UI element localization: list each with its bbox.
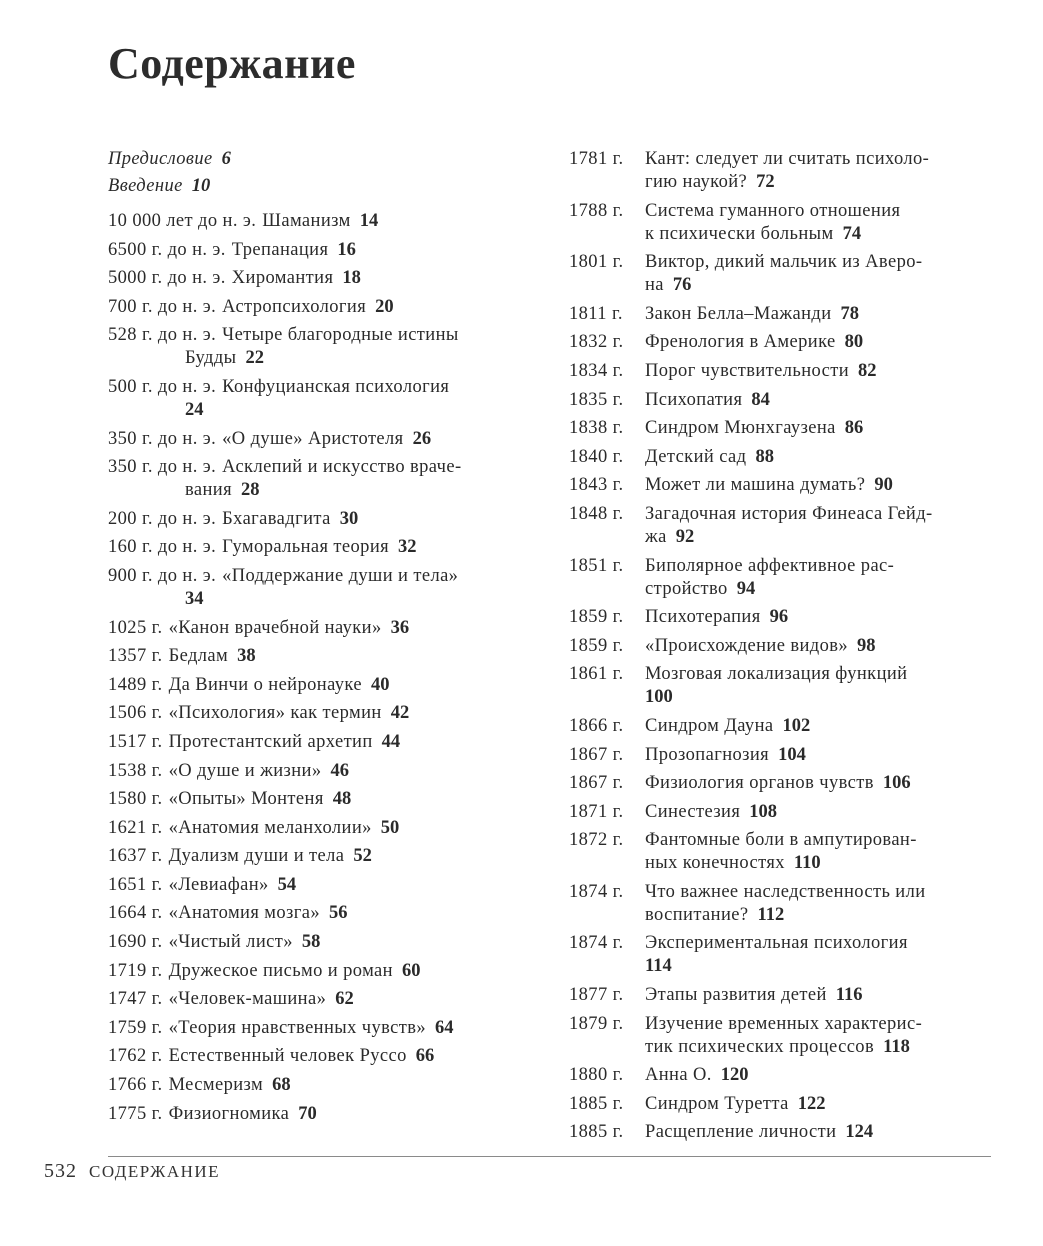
toc-page-number: 54	[277, 874, 297, 895]
toc-entry-title: Синестезия	[645, 801, 741, 822]
toc-entry-date: 1843 г.	[569, 475, 624, 496]
toc-page-number: 48	[332, 789, 352, 810]
toc-entry	[569, 474, 989, 497]
toc-entry-title-continued	[108, 479, 548, 502]
toc-entry-title: Фантомные боли в ампутирован-	[645, 830, 917, 851]
toc-entry-date: 1871 г.	[569, 801, 624, 822]
toc-entry-date: 1859 г.	[569, 607, 624, 628]
toc-entry	[108, 508, 548, 531]
toc-entry	[108, 702, 548, 725]
toc-entry	[569, 200, 989, 246]
toc-entry-date: 1872 г.	[569, 830, 624, 851]
toc-entry-title: «Канон врачебной науки»	[168, 617, 382, 638]
toc-entry-date: 1766 г.	[108, 1075, 163, 1096]
toc-page-number: 80	[844, 332, 864, 353]
toc-page-number: 6	[221, 149, 231, 169]
toc-page-number: 34	[185, 588, 204, 609]
toc-entry	[108, 617, 548, 640]
toc-entry-title: «Происхождение видов»	[645, 635, 849, 656]
toc-entry	[569, 606, 989, 629]
toc-page-number: 20	[375, 296, 394, 317]
toc-entry-date: 1690 г.	[108, 932, 163, 953]
toc-page-number: 10	[191, 176, 211, 196]
toc-entry	[108, 456, 548, 502]
toc-entry-date: 1506 г.	[108, 703, 163, 724]
toc-entry-date: 1832 г.	[569, 332, 624, 353]
toc-entry	[108, 1074, 548, 1097]
toc-page-number: 92	[675, 526, 695, 547]
toc-page-number: 44	[381, 731, 401, 752]
toc-entry-date: 1866 г.	[569, 715, 624, 736]
toc-entry-title: Синдром Мюнхгаузена	[645, 418, 836, 439]
toc-entry-title: Биполярное аффективное рас-	[645, 555, 895, 576]
toc-entry-title: Кант: следует ли считать психоло-	[645, 149, 930, 169]
toc-left-column	[108, 148, 548, 1131]
toc-page-number: 56	[329, 903, 348, 924]
toc-entry-date: 1719 г.	[108, 960, 163, 981]
toc-entry	[569, 663, 989, 709]
toc-entry-title: Введение	[108, 176, 183, 196]
toc-entry	[569, 503, 989, 549]
toc-entry-date: 528 г. до н. э.	[108, 325, 217, 346]
toc-entry	[569, 984, 989, 1007]
toc-page-number: 42	[390, 703, 410, 724]
toc-entry	[569, 1093, 989, 1116]
toc-entry	[108, 376, 548, 422]
toc-entry-title: Синдром Туретта	[645, 1093, 789, 1114]
toc-page-number: 70	[298, 1103, 317, 1124]
toc-page-number: 114	[645, 956, 672, 977]
toc-entry-date: 1834 г.	[569, 360, 624, 381]
toc-entry	[569, 881, 989, 927]
toc-entry-date: 1775 г.	[108, 1103, 163, 1124]
footer-page-number: 532	[44, 1160, 77, 1182]
toc-entry-date: 1859 г.	[569, 635, 624, 656]
toc-entry-date: 1637 г.	[108, 846, 163, 867]
toc-front-matter-item	[108, 148, 548, 171]
toc-entry-title: «Анатомия мозга»	[168, 903, 320, 924]
toc-entry-date: 1538 г.	[108, 760, 163, 781]
toc-entry	[569, 303, 989, 326]
toc-page-number: 108	[749, 801, 778, 822]
toc-entry	[108, 817, 548, 840]
toc-page-number: 76	[672, 275, 692, 296]
toc-entry-title: Прозопагнозия	[645, 744, 770, 765]
toc-entry	[569, 389, 989, 412]
toc-page-number: 66	[415, 1046, 435, 1067]
toc-entry-title: Что важнее наследственность или	[645, 881, 926, 902]
toc-entry-title: Дуализм души и тела	[168, 846, 345, 867]
toc-entry-title: Расщепление личности	[645, 1122, 837, 1143]
toc-entry	[108, 1103, 548, 1126]
toc-entry-title: «Чистый лист»	[168, 932, 293, 953]
toc-entry	[108, 960, 548, 983]
toc-entry	[108, 239, 548, 262]
toc-entry-title: Экспериментальная психология	[645, 933, 908, 954]
toc-page-number: 60	[401, 960, 421, 981]
toc-entry-date: 1580 г.	[108, 789, 163, 810]
toc-entry-title-line2: вания	[185, 480, 233, 501]
toc-page-number: 124	[845, 1122, 874, 1143]
toc-entry-title: Детский сад	[645, 446, 747, 467]
toc-entry-date: 1781 г.	[569, 149, 624, 169]
toc-entry-title-line2: гию наукой?	[645, 172, 748, 192]
toc-page-number: 84	[751, 389, 770, 410]
toc-entry-title: Протестантский архетип	[168, 731, 373, 752]
toc-entry-date: 10 000 лет до н. э.	[108, 211, 257, 231]
toc-entry-title: Конфуцианская психология	[222, 376, 450, 397]
toc-entry-date: 350 г. до н. э.	[108, 457, 217, 478]
toc-entry-date: 1885 г.	[569, 1093, 624, 1114]
toc-entry	[108, 874, 548, 897]
toc-page-number: 112	[757, 904, 785, 925]
toc-page-number: 18	[342, 268, 361, 289]
toc-entry-date: 1747 г.	[108, 989, 163, 1010]
toc-entry-title: Гуморальная теория	[222, 537, 390, 558]
toc-entry	[569, 331, 989, 354]
toc-entry-title: Психопатия	[645, 389, 743, 410]
toc-page-number: 72	[756, 172, 775, 192]
toc-entry	[569, 1064, 989, 1087]
toc-entry-title: Может ли машина думать?	[645, 475, 866, 496]
toc-entry	[569, 417, 989, 440]
toc-entry-title: «Человек-машина»	[168, 989, 327, 1010]
toc-entry-date: 5000 г. до н. э.	[108, 268, 226, 289]
toc-entry-date: 1879 г.	[569, 1013, 624, 1034]
toc-entry-title: Бедлам	[168, 646, 229, 667]
toc-page-number: 106	[882, 773, 911, 794]
toc-entry-title: Мозговая локализация функций	[645, 664, 908, 685]
toc-entry	[108, 845, 548, 868]
toc-right-column	[569, 148, 989, 1150]
toc-entry-title: Изучение временных характерис-	[645, 1013, 923, 1034]
toc-entry-date: 1651 г.	[108, 874, 163, 895]
toc-entry-date: 500 г. до н. э.	[108, 376, 217, 397]
toc-page-number: 50	[380, 817, 400, 838]
toc-entry-date: 1835 г.	[569, 389, 624, 410]
toc-entry-title-line2: стройство	[645, 578, 728, 599]
toc-page-number: 30	[339, 508, 359, 529]
toc-entry-title: Анна О.	[645, 1065, 712, 1086]
toc-entry-date: 1874 г.	[569, 933, 624, 954]
toc-entry	[569, 772, 989, 795]
toc-entry-date: 1840 г.	[569, 446, 624, 467]
toc-entry-date: 350 г. до н. э.	[108, 428, 217, 449]
toc-entry-title: «Поддержание души и тела»	[222, 565, 459, 586]
toc-entry	[569, 446, 989, 469]
toc-page-number: 78	[840, 303, 860, 324]
toc-entry-title-continued	[108, 347, 548, 370]
toc-entry	[108, 565, 548, 611]
toc-page-number: 110	[793, 853, 821, 874]
toc-entry-date: 1861 г.	[569, 664, 624, 685]
page-title: Содержание	[108, 39, 356, 88]
toc-entry-title: Загадочная история Финеаса Гейд-	[645, 503, 933, 524]
footer-label: СОДЕРЖАНИЕ	[89, 1162, 221, 1181]
toc-entry-date: 1664 г.	[108, 903, 163, 924]
toc-entry	[569, 148, 989, 194]
toc-page-number: 98	[857, 635, 876, 656]
toc-entry-date: 1867 г.	[569, 773, 624, 794]
toc-page-number: 82	[858, 360, 877, 381]
toc-entry	[108, 296, 548, 319]
toc-page-number: 28	[241, 480, 260, 501]
toc-entry-title: Психотерапия	[645, 607, 761, 628]
toc-entry-title: «Левиафан»	[168, 874, 269, 895]
toc-page-number: 64	[435, 1017, 454, 1038]
toc-front-matter-item	[108, 175, 548, 198]
toc-page-number: 16	[337, 239, 356, 260]
toc-page-number: 118	[883, 1036, 910, 1057]
toc-entry	[569, 360, 989, 383]
toc-entry-date: 1811 г.	[569, 303, 623, 324]
toc-entry-title: Астропсихология	[222, 296, 367, 317]
toc-entry-title: Виктор, дикий мальчик из Аверо-	[645, 252, 923, 273]
toc-entry-title: Асклепий и искусство враче-	[222, 457, 462, 478]
toc-page-number: 86	[844, 418, 864, 439]
toc-entry-title: Система гуманного отношения	[645, 200, 901, 221]
toc-entry-title-line2: Будды	[185, 348, 237, 369]
toc-entry	[569, 251, 989, 297]
toc-entry	[108, 1017, 548, 1040]
toc-page-number: 38	[237, 646, 256, 667]
toc-page-number: 96	[769, 607, 789, 628]
toc-entry-title: Да Винчи о нейронауке	[168, 674, 362, 695]
toc-page-number: 24	[185, 399, 204, 420]
toc-entry	[569, 744, 989, 767]
toc-page-number: 46	[330, 760, 350, 781]
toc-entry-date: 1838 г.	[569, 418, 624, 439]
toc-page-number: 122	[797, 1093, 826, 1114]
toc-entry-title: «Опыты» Монтеня	[168, 789, 324, 810]
toc-entry	[108, 902, 548, 925]
toc-entry	[108, 731, 548, 754]
toc-entry	[569, 1121, 989, 1144]
toc-entry-date: 1025 г.	[108, 617, 163, 638]
toc-page-number: 104	[778, 744, 806, 765]
toc-entry-title-line2: жа	[645, 526, 667, 547]
toc-entry-date: 1848 г.	[569, 503, 624, 524]
toc-entry	[108, 210, 548, 233]
toc-entry-title: «Анатомия меланхолии»	[168, 817, 372, 838]
toc-entry-date: 1874 г.	[569, 881, 624, 902]
toc-page-number: 100	[645, 687, 673, 708]
toc-entry	[108, 1045, 548, 1068]
toc-entry-date: 1877 г.	[569, 985, 624, 1006]
toc-entry-title: Физиология органов чувств	[645, 773, 874, 794]
toc-entry-title: «О душе» Аристотеля	[222, 428, 404, 449]
toc-entry-title: Трепанация	[231, 239, 329, 260]
toc-page-number: 94	[736, 578, 756, 599]
toc-entry-date: 1517 г.	[108, 731, 163, 752]
toc-entry-date: 1788 г.	[569, 200, 624, 221]
toc-page-number: 116	[835, 985, 863, 1006]
toc-entry	[569, 715, 989, 738]
toc-entry-date: 1762 г.	[108, 1046, 163, 1067]
toc-entry-title-continued	[108, 399, 548, 422]
toc-entry-date: 1621 г.	[108, 817, 163, 838]
toc-entry-date: 1357 г.	[108, 646, 163, 667]
toc-entry-title: «Теория нравственных чувств»	[168, 1017, 427, 1038]
toc-page-number: 90	[874, 475, 893, 496]
toc-entry-date: 1489 г.	[108, 674, 163, 695]
toc-entry-title-line2: тик психических процессов	[645, 1036, 875, 1057]
toc-entry-title: «О душе и жизни»	[168, 760, 322, 781]
toc-entry-date: 1759 г.	[108, 1017, 163, 1038]
toc-page-number: 26	[412, 428, 432, 449]
toc-page-number: 120	[720, 1065, 749, 1086]
toc-entry-title: Этапы развития детей	[645, 985, 827, 1006]
toc-entry-date: 160 г. до н. э.	[108, 537, 217, 558]
toc-entry-date: 700 г. до н. э.	[108, 296, 217, 317]
toc-entry-title: Четыре благородные истины	[222, 325, 459, 346]
toc-page-number: 68	[272, 1075, 291, 1096]
footer-divider	[108, 1156, 991, 1157]
toc-page-number: 62	[335, 989, 354, 1010]
toc-entry-date: 1885 г.	[569, 1122, 624, 1143]
toc-entry	[108, 324, 548, 370]
toc-entry-title: Френология в Америке	[645, 332, 836, 353]
toc-entry-title: Дружеское письмо и роман	[168, 960, 393, 981]
toc-page-number: 52	[353, 846, 372, 867]
toc-entry-title: Предисловие	[108, 149, 213, 169]
toc-entry-date: 900 г. до н. э.	[108, 565, 217, 586]
toc-page-number: 32	[398, 537, 417, 558]
toc-entry-title: Физиогномика	[168, 1103, 290, 1124]
toc-entry	[108, 536, 548, 559]
page-footer	[44, 1160, 220, 1183]
toc-entry-title: Закон Белла–Мажанди	[645, 303, 832, 324]
toc-page-number: 22	[245, 348, 265, 369]
toc-entry	[108, 931, 548, 954]
toc-entry	[569, 829, 989, 875]
toc-entry-title: Порог чувствительности	[645, 360, 850, 381]
toc-entry-title: Месмеризм	[168, 1075, 264, 1096]
toc-entry-date: 6500 г. до н. э.	[108, 239, 226, 260]
toc-entry-date: 200 г. до н. э.	[108, 508, 217, 529]
toc-entry-title: Хиромантия	[231, 268, 334, 289]
toc-entry-title: Бхагавадгита	[222, 508, 331, 529]
toc-entry	[569, 1013, 989, 1059]
toc-entry	[108, 645, 548, 668]
toc-page-number: 88	[755, 446, 774, 467]
toc-entry-date: 1851 г.	[569, 555, 624, 576]
toc-page-number: 40	[370, 674, 390, 695]
toc-page-number: 36	[390, 617, 410, 638]
toc-entry	[108, 267, 548, 290]
toc-entry-date: 1867 г.	[569, 744, 624, 765]
toc-page-number: 14	[359, 211, 379, 231]
toc-entry-title-line2: ных конечностях	[645, 853, 785, 874]
toc-page-number: 74	[842, 223, 862, 244]
toc-entry-title: Шаманизм	[262, 211, 351, 231]
toc-entry-title-line2: к психически больным	[645, 223, 834, 244]
toc-entry-title: «Психология» как термин	[168, 703, 382, 724]
toc-page-number: 102	[782, 715, 811, 736]
toc-entry	[108, 674, 548, 697]
toc-entry-title-line2: воспитание?	[645, 904, 749, 925]
toc-entry-date: 1880 г.	[569, 1065, 624, 1086]
toc-entry	[569, 555, 989, 601]
toc-entry-title: Естественный человек Руссо	[168, 1046, 407, 1067]
toc-entry	[108, 788, 548, 811]
toc-entry	[108, 988, 548, 1011]
toc-entry-title-line2: на	[645, 275, 664, 296]
toc-entry	[108, 760, 548, 783]
toc-entry	[569, 801, 989, 824]
toc-entry-title-continued	[108, 588, 548, 611]
toc-page-number: 58	[301, 932, 321, 953]
toc-entry	[108, 428, 548, 451]
toc-entry	[569, 635, 989, 658]
toc-entry-date: 1801 г.	[569, 252, 624, 273]
toc-entry	[569, 932, 989, 978]
toc-entry-title: Синдром Дауна	[645, 715, 774, 736]
